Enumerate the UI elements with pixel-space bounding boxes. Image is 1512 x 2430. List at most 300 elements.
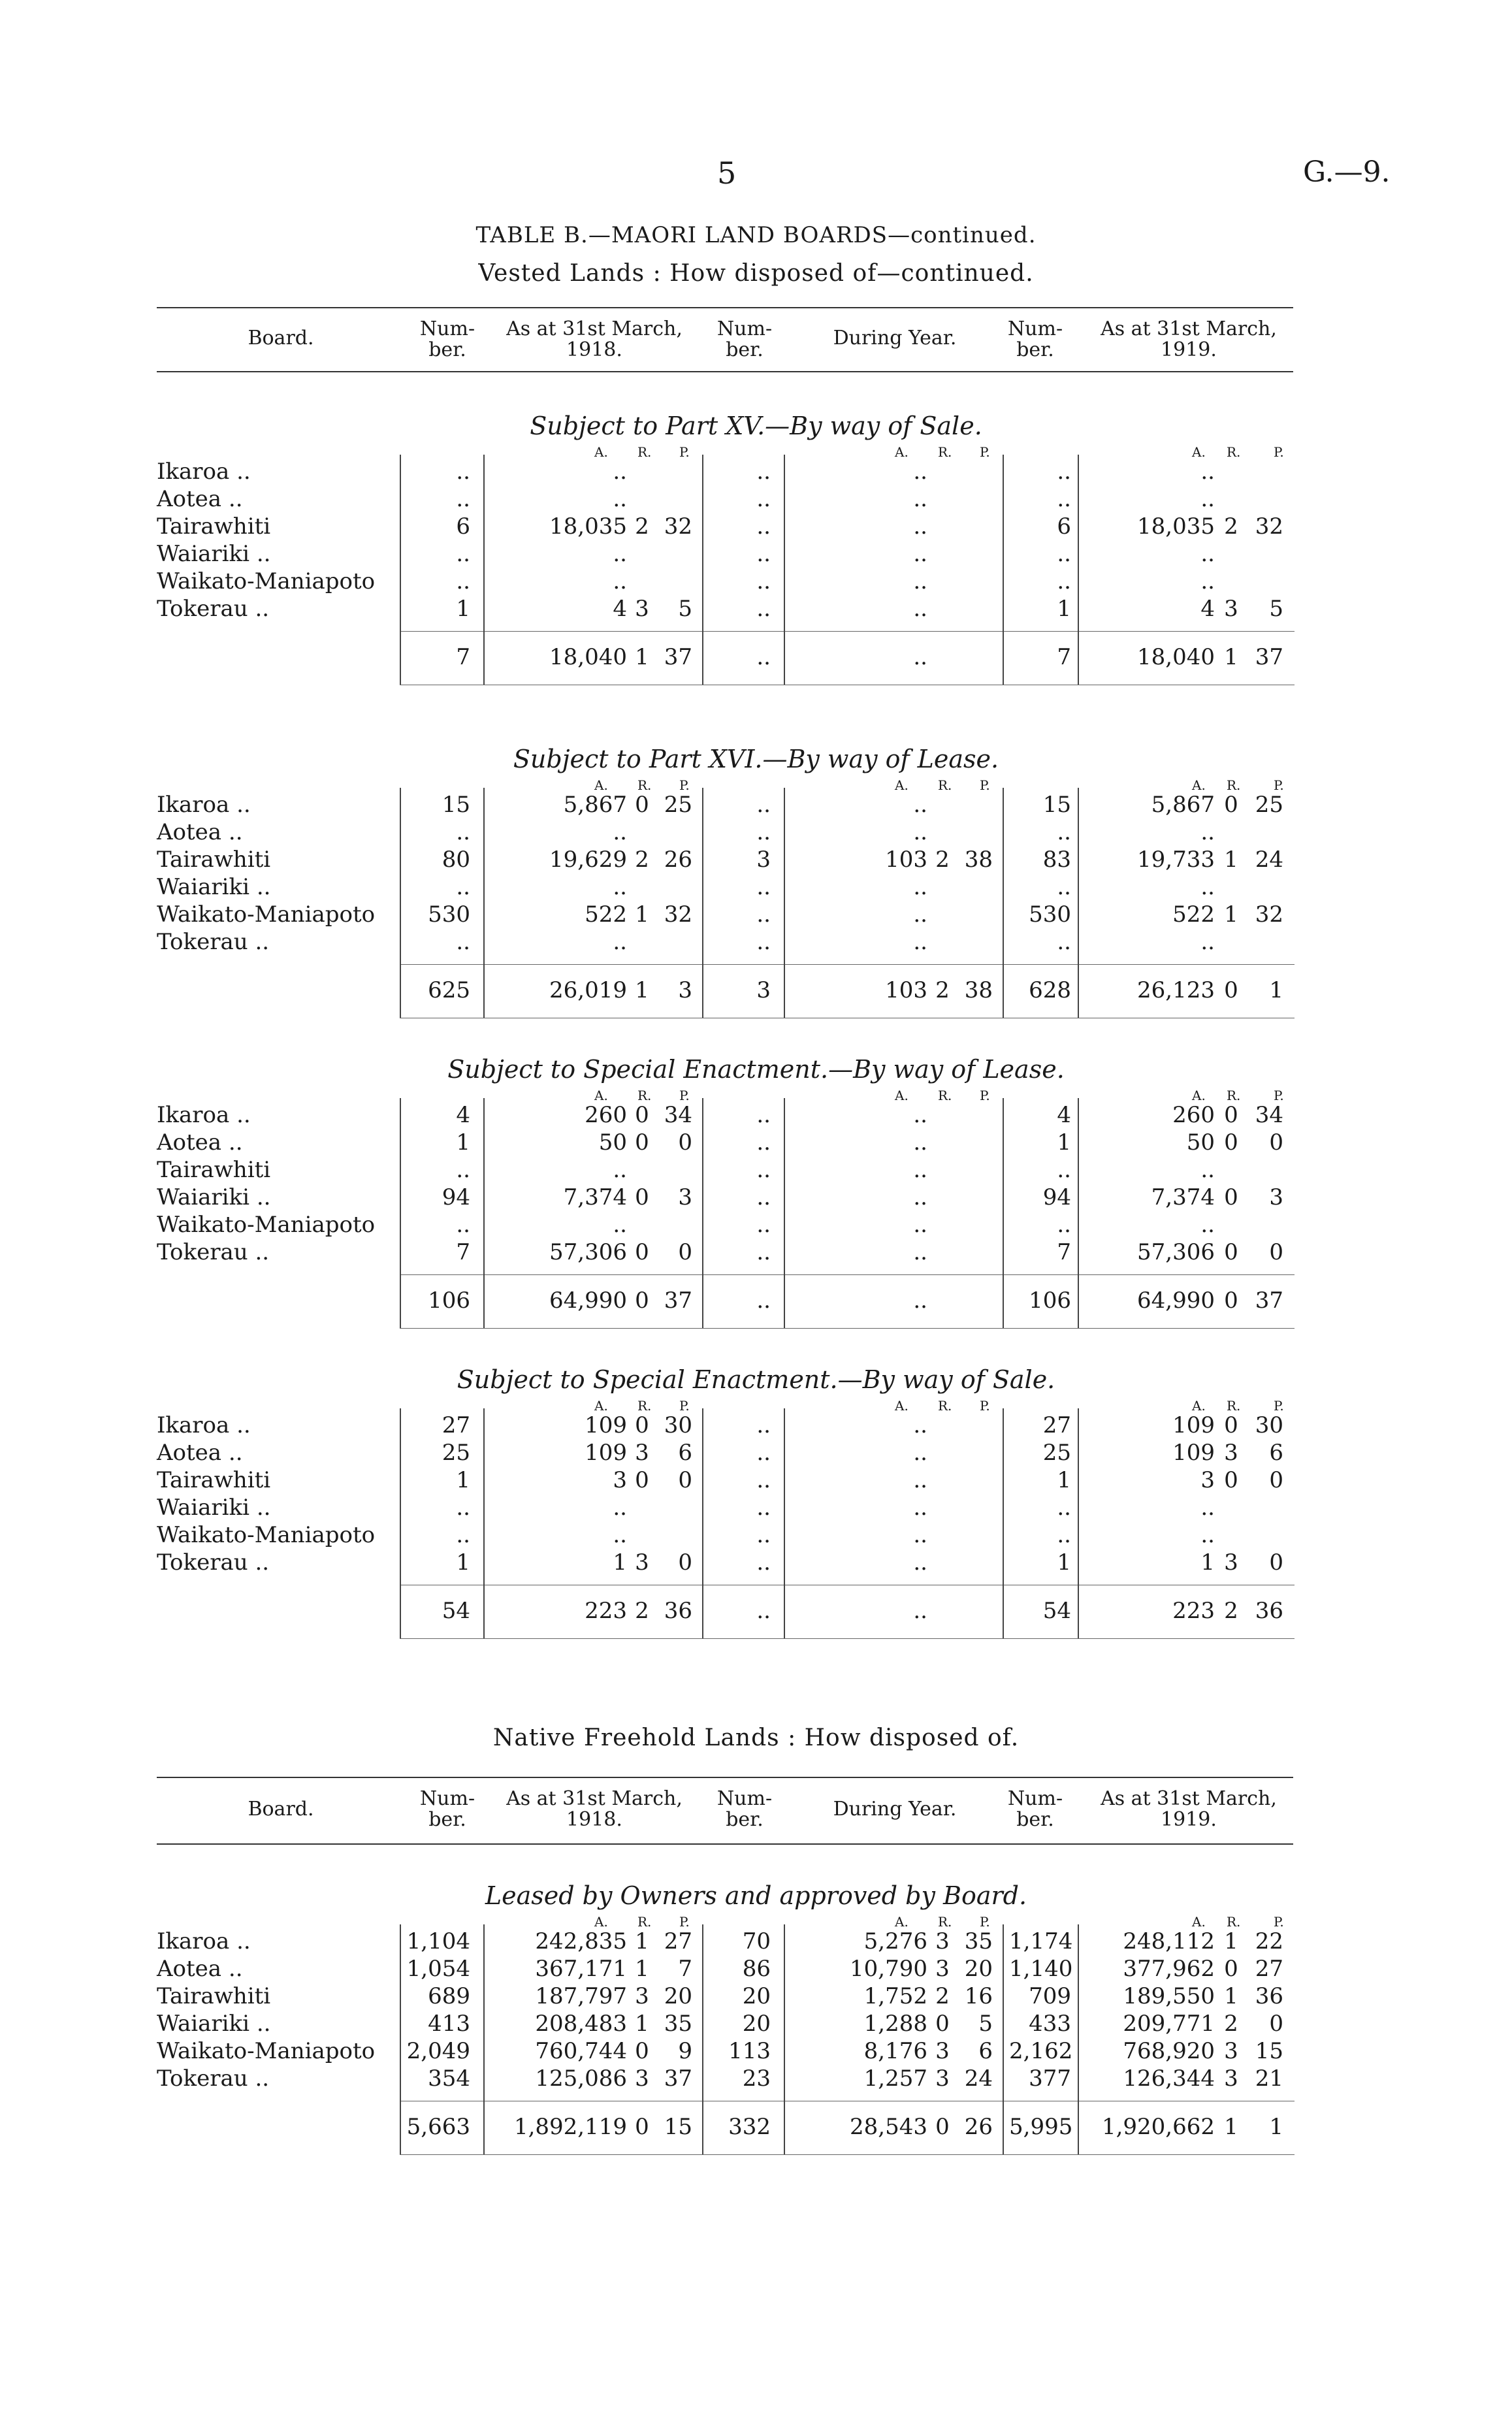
cell-n1: 54 [442, 1598, 470, 1624]
unit-label: P. [679, 1398, 690, 1414]
cell-n3: .. [1057, 486, 1071, 512]
cell-r3: 3 [1224, 596, 1238, 622]
column-divider [784, 1098, 785, 1328]
cell-a3: 3 [1200, 1467, 1215, 1493]
column-divider [702, 788, 703, 1018]
cell-n2: .. [756, 1288, 771, 1314]
cell-n3: 6 [1057, 513, 1071, 540]
cell-a3: 18,035 [1137, 513, 1215, 540]
cell-n2: .. [756, 1495, 771, 1521]
total-row [0, 1288, 1512, 1316]
cell-n2: 86 [742, 1956, 771, 1982]
total-rule [400, 1638, 1295, 1639]
section-3-title: Subject to Special Enactment.—By way of Lease. [447, 1055, 1065, 1084]
cell-n3: .. [1057, 1212, 1071, 1238]
table-row [0, 847, 1512, 875]
as-at-1918-header: As at 31st March, 1918. [506, 317, 683, 361]
cell-p1: 34 [664, 1102, 692, 1128]
freehold-as-at-1918-header: As at 31st March, 1918. [506, 1787, 683, 1831]
cell-n3: 27 [1042, 1412, 1071, 1438]
column-divider [400, 1924, 401, 2154]
column-divider [483, 1408, 485, 1638]
cell-a3: .. [1200, 459, 1215, 485]
cell-r1: 3 [635, 596, 649, 622]
cell-r3: 0 [1224, 1467, 1238, 1493]
cell-p1: 35 [664, 2011, 692, 2037]
cell-a3: .. [1200, 929, 1215, 955]
cell-r3: 0 [1224, 1102, 1238, 1128]
cell-r1: 0 [635, 2038, 649, 2064]
freehold-as-at-1919-header: As at 31st March, 1919. [1101, 1787, 1277, 1831]
cell-r3: 1 [1224, 901, 1238, 928]
cell-r1: 2 [635, 1598, 649, 1624]
cell-n3: .. [1057, 1522, 1071, 1548]
table-row [0, 1983, 1512, 2012]
column-divider [702, 1408, 703, 1638]
unit-label: A. [895, 444, 909, 460]
cell-p1: 32 [664, 513, 692, 540]
cell-r3: 3 [1224, 2066, 1238, 2092]
cell-a1: 50 [598, 1129, 627, 1156]
unit-label: P. [980, 1088, 990, 1103]
unit-label: A. [594, 1088, 608, 1103]
unit-label: R. [637, 1088, 652, 1103]
number-header-3: Num-ber. [1007, 317, 1063, 361]
cell-a2: .. [913, 1522, 927, 1548]
section-4-title: Subject to Special Enactment.—By way of Sale. [457, 1365, 1055, 1394]
cell-a1: 223 [585, 1598, 627, 1624]
cell-a3: 377,962 [1123, 1956, 1215, 1982]
cell-n3: 1 [1057, 1467, 1071, 1493]
cell-a2: 1,288 [863, 2011, 927, 2037]
total-rule [400, 1328, 1295, 1329]
cell-n2: .. [756, 1467, 771, 1493]
cell-n2: .. [756, 901, 771, 928]
cell-p2: 20 [964, 1956, 993, 1982]
cell-p3: 30 [1255, 1412, 1283, 1438]
cell-a2: 28,543 [850, 2114, 927, 2140]
table-row [0, 1928, 1512, 1957]
cell-a1: .. [613, 874, 627, 900]
cell-p1: 25 [664, 792, 692, 818]
unit-label: P. [1274, 1088, 1284, 1103]
cell-n2: 3 [756, 977, 771, 1003]
cell-p3: 36 [1255, 1983, 1283, 2009]
cell-a1: 260 [585, 1102, 627, 1128]
cell-n1: 106 [428, 1288, 470, 1314]
cell-a2: .. [913, 929, 927, 955]
cell-a3: 189,550 [1123, 1983, 1215, 2009]
unit-label: P. [980, 444, 990, 460]
cell-r3: 3 [1224, 1440, 1238, 1466]
cell-board: Ikaroa .. [157, 1412, 251, 1438]
table-row [0, 1956, 1512, 1984]
cell-r1: 2 [635, 847, 649, 873]
cell-n3: 7 [1057, 644, 1071, 670]
cell-a2: .. [913, 1440, 927, 1466]
cell-n1: .. [456, 459, 470, 485]
cell-a2: .. [913, 459, 927, 485]
cell-a2: .. [913, 1549, 927, 1576]
column-divider [1078, 1408, 1079, 1638]
cell-n3: .. [1057, 874, 1071, 900]
column-divider [400, 1408, 401, 1638]
column-divider [483, 455, 485, 685]
cell-n1: 689 [428, 1983, 470, 2009]
table-row [0, 1440, 1512, 1468]
cell-r1: 0 [635, 1239, 649, 1265]
cell-a1: .. [613, 541, 627, 567]
subtotal-rule [400, 631, 1295, 632]
cell-a1: .. [613, 1157, 627, 1183]
column-divider [483, 788, 485, 1018]
subtotal-rule [400, 964, 1295, 965]
cell-r2: 0 [935, 2114, 950, 2140]
total-row [0, 644, 1512, 673]
cell-r2: 2 [935, 977, 950, 1003]
cell-board: Ikaroa .. [157, 1102, 251, 1128]
cell-p3: 0 [1269, 2011, 1283, 2037]
cell-n1: 5,663 [406, 2114, 470, 2140]
cell-a3: .. [1200, 568, 1215, 594]
cell-n2: .. [756, 486, 771, 512]
cell-board: Waiariki .. [157, 541, 271, 567]
unit-label: R. [1227, 1088, 1241, 1103]
cell-r3: 2 [1224, 2011, 1238, 2037]
column-divider [702, 1098, 703, 1328]
cell-n1: 530 [428, 901, 470, 928]
cell-n1: 6 [456, 513, 470, 540]
cell-n1: 2,049 [406, 2038, 470, 2064]
cell-p3: 24 [1255, 847, 1283, 873]
cell-board: Waikato-Maniapoto [157, 2038, 376, 2064]
table-row [0, 1522, 1512, 1551]
freehold-lands-title: Native Freehold Lands : How disposed of. [492, 1725, 1020, 1751]
cell-p3: 0 [1269, 1129, 1283, 1156]
cell-n1: .. [456, 819, 470, 845]
table-row [0, 1412, 1512, 1441]
cell-r1: 0 [635, 1102, 649, 1128]
cell-board: Tokerau .. [157, 929, 270, 955]
column-divider [784, 1408, 785, 1638]
cell-n2: .. [756, 644, 771, 670]
cell-n2: 3 [756, 847, 771, 873]
cell-n1: 413 [428, 2011, 470, 2037]
cell-p1: 36 [664, 1598, 692, 1624]
freehold-during-year-header: During Year. [833, 1798, 957, 1821]
cell-p3: 1 [1269, 977, 1283, 1003]
column-divider [784, 455, 785, 685]
cell-r3: 0 [1224, 1184, 1238, 1210]
cell-a3: .. [1200, 1212, 1215, 1238]
unit-label: A. [895, 1088, 909, 1103]
table-row [0, 1184, 1512, 1213]
cell-a2: .. [913, 513, 927, 540]
cell-n2: .. [756, 1157, 771, 1183]
unit-label: P. [679, 444, 690, 460]
cell-n3: 2,162 [1009, 2038, 1073, 2064]
cell-a2: .. [913, 1288, 927, 1314]
cell-a3: 19,733 [1137, 847, 1215, 873]
table-row [0, 1239, 1512, 1268]
cell-a1: 1,892,119 [513, 2114, 627, 2140]
column-divider [483, 1098, 485, 1328]
cell-a3: 1,920,662 [1101, 2114, 1215, 2140]
cell-n1: .. [456, 486, 470, 512]
cell-r3: 0 [1224, 977, 1238, 1003]
cell-board: Tokerau .. [157, 2066, 270, 2092]
cell-a3: .. [1200, 1157, 1215, 1183]
unit-label: R. [637, 1914, 652, 1930]
cell-n3: 433 [1029, 2011, 1071, 2037]
cell-board: Ikaroa .. [157, 792, 251, 818]
cell-r1: 0 [635, 1184, 649, 1210]
cell-board: Waiariki .. [157, 2011, 271, 2037]
cell-n3: 1 [1057, 1549, 1071, 1576]
cell-n3: 7 [1057, 1239, 1071, 1265]
cell-p3: 6 [1269, 1440, 1283, 1466]
cell-p1: 9 [678, 2038, 692, 2064]
cell-n1: .. [456, 929, 470, 955]
cell-a3: .. [1200, 486, 1215, 512]
cell-n1: 1,054 [406, 1956, 470, 1982]
cell-a3: 26,123 [1137, 977, 1215, 1003]
table-row [0, 1549, 1512, 1578]
cell-r1: 0 [635, 1129, 649, 1156]
cell-p1: 32 [664, 901, 692, 928]
cell-p1: 5 [678, 596, 692, 622]
cell-a2: 5,276 [863, 1928, 927, 1954]
cell-a1: .. [613, 459, 627, 485]
cell-n1: 15 [442, 792, 470, 818]
cell-n3: 94 [1042, 1184, 1071, 1210]
column-divider [784, 788, 785, 1018]
cell-board: Tokerau .. [157, 596, 270, 622]
cell-p1: 7 [678, 1956, 692, 1982]
cell-a2: .. [913, 1598, 927, 1624]
cell-n3: 5,995 [1009, 2114, 1073, 2140]
cell-n3: 628 [1029, 977, 1071, 1003]
cell-p1: 26 [664, 847, 692, 873]
table-row [0, 513, 1512, 542]
cell-n3: 530 [1029, 901, 1071, 928]
cell-a3: 7,374 [1151, 1184, 1215, 1210]
freehold-board-header: Board. [248, 1798, 314, 1821]
cell-a1: 3 [613, 1467, 627, 1493]
cell-n2: .. [756, 874, 771, 900]
cell-board: Aotea .. [157, 1440, 243, 1466]
table-row [0, 2066, 1512, 2094]
cell-r2: 3 [935, 2038, 950, 2064]
freehold-number-header-1: Num-ber. [419, 1787, 475, 1831]
cell-a1: 109 [585, 1440, 627, 1466]
unit-label: P. [1274, 444, 1284, 460]
cell-board: Tokerau .. [157, 1239, 270, 1265]
table-row [0, 1467, 1512, 1496]
unit-label: A. [594, 1914, 608, 1930]
cell-p1: 37 [664, 2066, 692, 2092]
cell-board: Tairawhiti [157, 847, 271, 873]
cell-r1: 3 [635, 1440, 649, 1466]
cell-n1: .. [456, 568, 470, 594]
cell-p3: 37 [1255, 644, 1283, 670]
cell-board: Waikato-Maniapoto [157, 1522, 376, 1548]
cell-p1: 0 [678, 1549, 692, 1576]
cell-p3: 25 [1255, 792, 1283, 818]
unit-label: P. [679, 777, 690, 793]
cell-a1: 4 [613, 596, 627, 622]
cell-board: Waiariki .. [157, 1184, 271, 1210]
cell-a3: 248,112 [1123, 1928, 1215, 1954]
cell-n2: 23 [742, 2066, 771, 2092]
as-at-1919-header: As at 31st March, 1919. [1101, 317, 1277, 361]
table-row [0, 1212, 1512, 1240]
cell-n3: 54 [1042, 1598, 1071, 1624]
cell-p3: 0 [1269, 1549, 1283, 1576]
cell-n1: 1,104 [406, 1928, 470, 1954]
cell-a2: .. [913, 792, 927, 818]
cell-p3: 15 [1255, 2038, 1283, 2064]
cell-board: Waikato-Maniapoto [157, 568, 376, 594]
cell-board: Tairawhiti [157, 1983, 271, 2009]
cell-n3: 83 [1042, 847, 1071, 873]
cell-n3: .. [1057, 929, 1071, 955]
table-row [0, 929, 1512, 958]
cell-p1: 15 [664, 2114, 692, 2140]
cell-r2: 0 [935, 2011, 950, 2037]
cell-a3: .. [1200, 1495, 1215, 1521]
cell-a2: .. [913, 568, 927, 594]
cell-a2: .. [913, 901, 927, 928]
unit-label: A. [895, 1398, 909, 1414]
column-divider [702, 1924, 703, 2154]
cell-n1: 354 [428, 2066, 470, 2092]
cell-r1: 0 [635, 792, 649, 818]
document-reference: G.—9. [1303, 155, 1391, 189]
table-row [0, 596, 1512, 624]
cell-n1: 7 [456, 644, 470, 670]
column-divider [400, 455, 401, 685]
column-divider [483, 1924, 485, 2154]
freehold-number-header-2: Num-ber. [716, 1787, 773, 1831]
freehold-header-bottom-rule [157, 1843, 1293, 1845]
cell-p2: 6 [978, 2038, 993, 2064]
table-row [0, 1495, 1512, 1523]
cell-n2: 70 [742, 1928, 771, 1954]
total-row [0, 1598, 1512, 1627]
cell-r3: 0 [1224, 1129, 1238, 1156]
cell-a2: 103 [885, 977, 927, 1003]
cell-a1: 7,374 [563, 1184, 627, 1210]
cell-board: Aotea .. [157, 1956, 243, 1982]
unit-label: A. [895, 777, 909, 793]
cell-r3: 1 [1224, 1928, 1238, 1954]
cell-r1: 1 [635, 2011, 649, 2037]
cell-a2: .. [913, 644, 927, 670]
unit-label: R. [637, 777, 652, 793]
cell-a3: .. [1200, 819, 1215, 845]
cell-r3: 3 [1224, 2038, 1238, 2064]
cell-r1: 1 [635, 644, 649, 670]
cell-r1: 1 [635, 1956, 649, 1982]
cell-p1: 3 [678, 1184, 692, 1210]
column-divider [1078, 1924, 1079, 2154]
cell-n1: 625 [428, 977, 470, 1003]
cell-n3: .. [1057, 459, 1071, 485]
unit-label: R. [938, 1914, 952, 1930]
cell-a3: 260 [1172, 1102, 1215, 1128]
cell-n1: 1 [456, 1129, 470, 1156]
cell-p2: 24 [964, 2066, 993, 2092]
cell-n2: 113 [728, 2038, 771, 2064]
column-divider [1078, 1098, 1079, 1328]
unit-label: R. [938, 1398, 952, 1414]
cell-n2: .. [756, 1598, 771, 1624]
cell-p3: 0 [1269, 1467, 1283, 1493]
cell-a1: .. [613, 819, 627, 845]
cell-n3: 1,140 [1009, 1956, 1073, 1982]
cell-r1: 3 [635, 1549, 649, 1576]
cell-r1: 2 [635, 513, 649, 540]
cell-r1: 0 [635, 1288, 649, 1314]
column-divider [1003, 455, 1004, 685]
table-row [0, 2011, 1512, 2039]
cell-p3: 32 [1255, 901, 1283, 928]
cell-board: Ikaroa .. [157, 1928, 251, 1954]
cell-a2: .. [913, 1495, 927, 1521]
cell-p1: 0 [678, 1239, 692, 1265]
total-rule [400, 2154, 1295, 2155]
cell-p1: 30 [664, 1412, 692, 1438]
cell-p1: 3 [678, 977, 692, 1003]
cell-p1: 0 [678, 1129, 692, 1156]
cell-n1: .. [456, 1522, 470, 1548]
cell-p2: 16 [964, 1983, 993, 2009]
unit-label: P. [679, 1088, 690, 1103]
header-bottom-rule [157, 371, 1293, 372]
cell-n2: .. [756, 819, 771, 845]
column-divider [1003, 1924, 1004, 2154]
table-row [0, 568, 1512, 597]
unit-label: P. [1274, 777, 1284, 793]
cell-a3: 50 [1186, 1129, 1215, 1156]
cell-r2: 3 [935, 2066, 950, 2092]
cell-a1: .. [613, 929, 627, 955]
unit-label: R. [938, 444, 952, 460]
vested-lands-title: Vested Lands : How disposed of—continued. [478, 260, 1034, 287]
cell-board: Waiariki .. [157, 1495, 271, 1521]
column-divider [702, 455, 703, 685]
table-row [0, 541, 1512, 570]
cell-n3: .. [1057, 541, 1071, 567]
cell-a2: .. [913, 1212, 927, 1238]
unit-label: A. [895, 1914, 909, 1930]
cell-r3: 1 [1224, 2114, 1238, 2140]
cell-a3: 109 [1172, 1412, 1215, 1438]
unit-label: R. [637, 1398, 652, 1414]
cell-n1: 94 [442, 1184, 470, 1210]
cell-p1: 37 [664, 1288, 692, 1314]
cell-a1: 187,797 [535, 1983, 627, 2009]
cell-n2: .. [756, 1129, 771, 1156]
cell-n2: 332 [728, 2114, 771, 2140]
cell-p2: 38 [964, 977, 993, 1003]
unit-label: R. [1227, 444, 1241, 460]
cell-a2: .. [913, 1412, 927, 1438]
unit-label: A. [1192, 1398, 1206, 1414]
cell-r3: 1 [1224, 847, 1238, 873]
cell-a2: .. [913, 596, 927, 622]
